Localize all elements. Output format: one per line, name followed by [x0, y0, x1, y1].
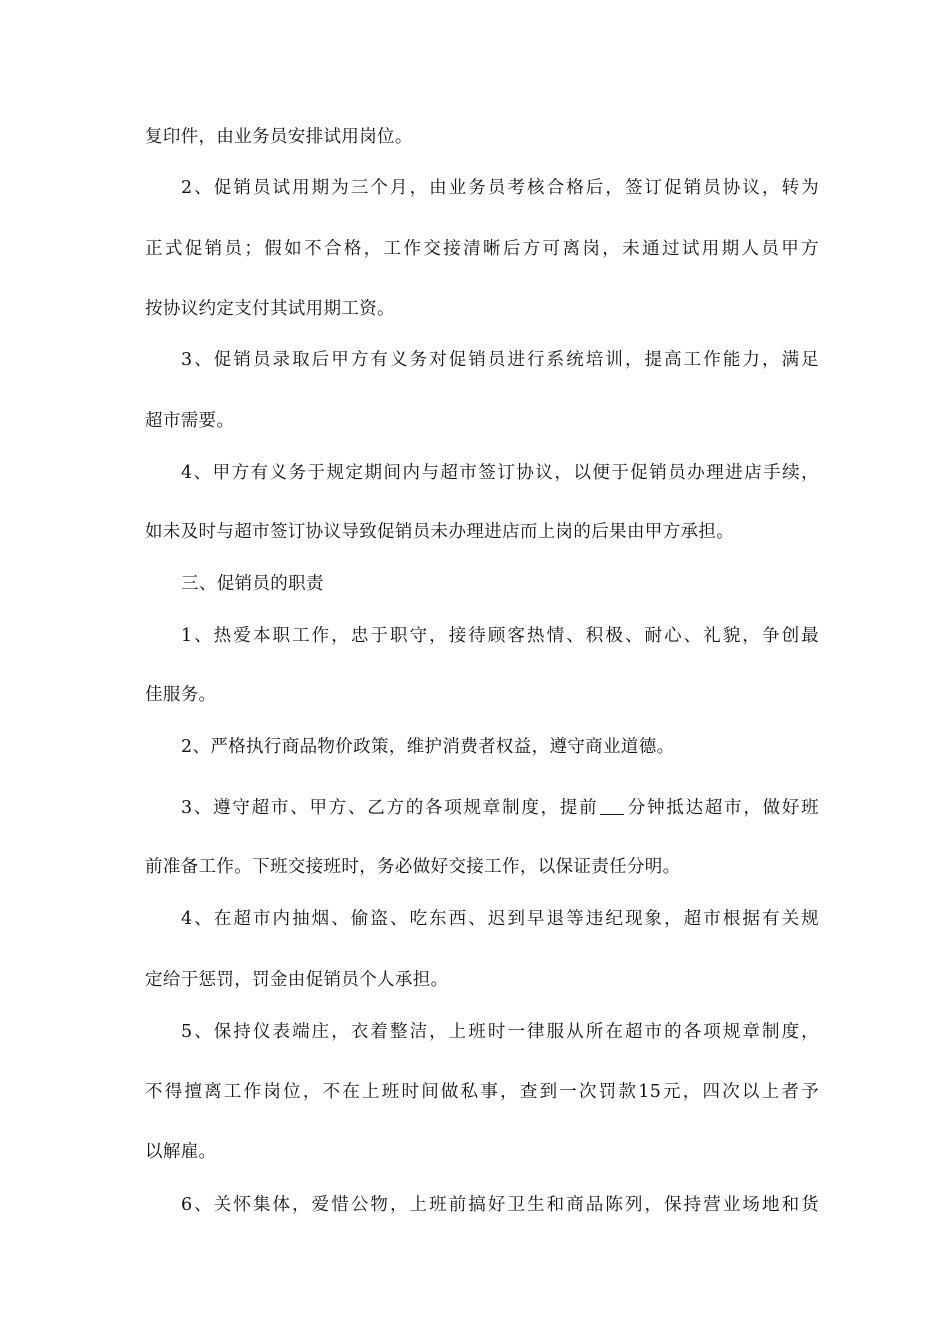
- paragraph-line-1: 复印件，由业务员安排试用岗位。: [145, 127, 413, 147]
- paragraph-line-10: 1、热爱本职工作，忠于职守，接待顾客热情、积极、耐心、礼貌，争创最: [181, 626, 819, 646]
- paragraph-line-14: 前准备工作。下班交接班时，务必做好交接工作，以保证责任分明。: [145, 857, 681, 877]
- paragraph-line-5: 3、促销员录取后甲方有义务对促销员进行系统培训，提高工作能力，满足: [181, 350, 819, 370]
- fill-in-blank: [600, 797, 624, 815]
- section-heading: 三、促销员的职责: [181, 574, 324, 594]
- paragraph-line-13: [181, 793, 819, 823]
- paragraph-line-20: 6、关怀集体，爱惜公物，上班前搞好卫生和商品陈列，保持营业场地和货: [181, 1195, 819, 1215]
- paragraph-line-19: 以解雇。: [145, 1142, 217, 1162]
- paragraph-line-7: 4、甲方有义务于规定期间内与超市签订协议，以便于促销员办理进店手续，: [181, 463, 819, 483]
- paragraph-line-11: 佳服务。: [145, 685, 217, 705]
- paragraph-line-12: 2、严格执行商品物价政策，维护消费者权益，遵守商业道德。: [181, 737, 675, 757]
- paragraph-line-6: 超市需要。: [145, 411, 235, 431]
- line-13-part-2: 分钟抵达超市，做好班: [626, 798, 820, 818]
- paragraph-line-3: 正式促销员；假如不合格，工作交接清晰后方可离岗，未通过试用期人员甲方: [145, 239, 819, 259]
- paragraph-line-18: 不得擅离工作岗位，不在上班时间做私事，查到一次罚款15元，四次以上者予: [145, 1082, 819, 1102]
- paragraph-line-2: 2、促销员试用期为三个月，由业务员考核合格后，签订促销员协议，转为: [181, 178, 819, 198]
- paragraph-line-8: 如未及时与超市签订协议导致促销员未办理进店而上岗的后果由甲方承担。: [145, 522, 735, 542]
- paragraph-line-16: 定给于惩罚，罚金由促销员个人承担。: [145, 970, 449, 990]
- paragraph-line-15: 4、在超市内抽烟、偷盗、吃东西、迟到早退等违纪现象，超市根据有关规: [181, 909, 819, 929]
- paragraph-line-17: 5、保持仪表端庄，衣着整洁，上班时一律服从所在超市的各项规章制度，: [181, 1022, 819, 1042]
- paragraph-line-4: 按协议约定支付其试用期工资。: [145, 299, 395, 319]
- line-13-part-1: 3、遵守超市、甲方、乙方的各项规章制度，提前: [181, 798, 599, 818]
